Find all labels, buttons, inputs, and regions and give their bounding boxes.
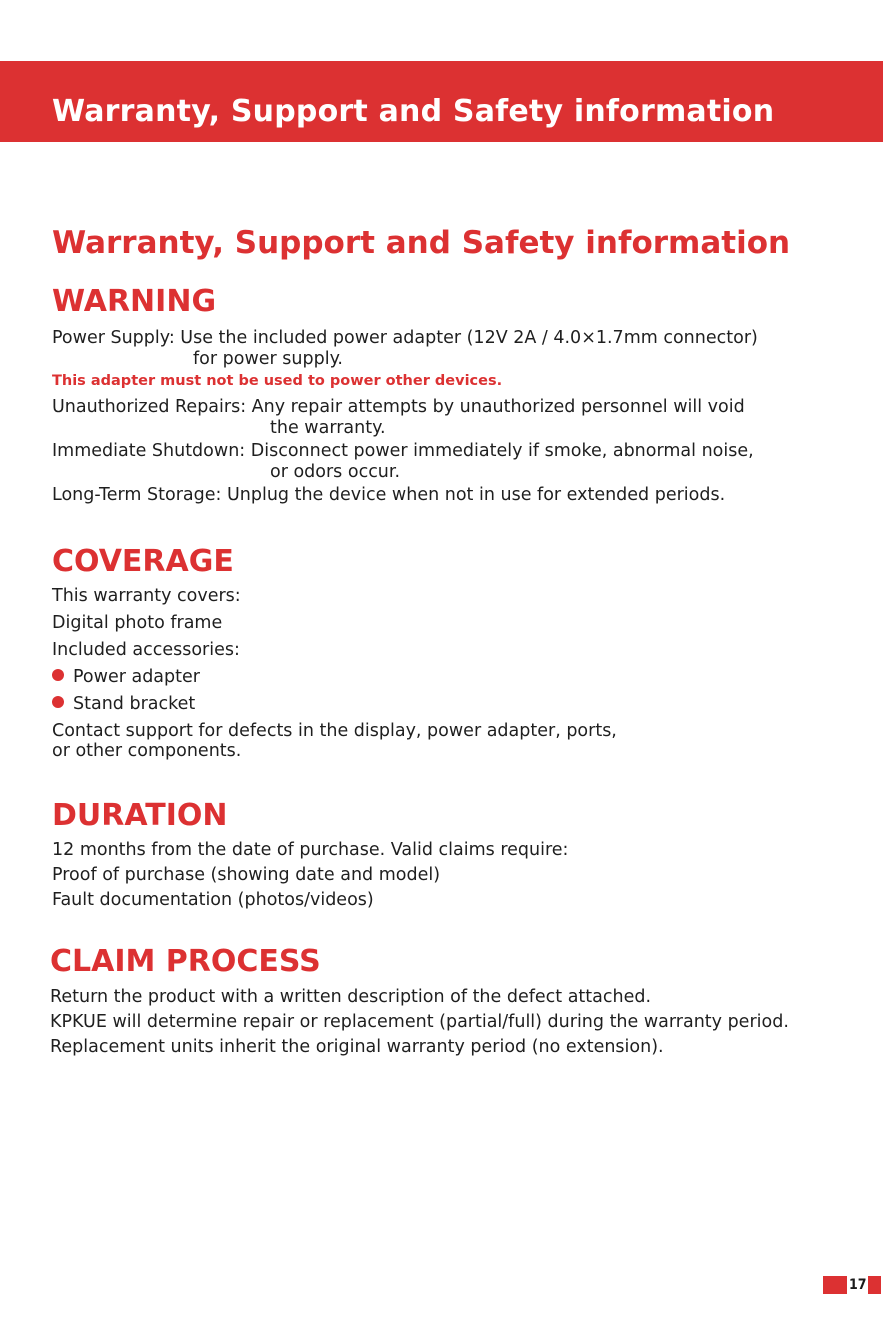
accessory-label: Stand bracket <box>73 694 196 714</box>
bullet-dot-icon <box>52 696 64 708</box>
claim-line: KPKUE will determine repair or replacement (partial/full) during the warranty period. <box>50 1012 789 1032</box>
shutdown-line-cont: or odors occur. <box>270 462 401 482</box>
page-number: 17 <box>849 1277 867 1293</box>
claim-line: Replacement units inherit the original warranty period (no extension). <box>50 1037 664 1057</box>
coverage-heading: COVERAGE <box>52 544 234 579</box>
contact-line-cont: or other components. <box>52 741 242 761</box>
coverage-intro: This warranty covers: <box>52 586 241 606</box>
shutdown-line: Immediate Shutdown: Disconnect power immediately if smoke, abnormal noise, <box>52 441 754 461</box>
repairs-line-cont: the warranty. <box>270 418 386 438</box>
list-item <box>52 694 195 714</box>
accessory-label: Power adapter <box>73 667 200 687</box>
claim-line: Return the product with a written description of the defect attached. <box>50 987 652 1007</box>
storage-line: Long-Term Storage: Unplug the device when not in use for extended periods. <box>52 485 726 505</box>
page-number-marker-left <box>823 1276 847 1294</box>
duration-heading: DURATION <box>52 798 228 833</box>
list-item <box>52 667 200 687</box>
accessories-label: Included accessories: <box>52 640 240 660</box>
claim-heading: CLAIM PROCESS <box>50 944 321 979</box>
coverage-item-frame: Digital photo frame <box>52 613 223 633</box>
duration-line: Fault documentation (photos/videos) <box>52 890 374 910</box>
bullet-dot-icon <box>52 669 64 681</box>
power-supply-line: Power Supply: Use the included power adapter (12V 2A / 4.0×1.7mm connector) <box>52 328 758 348</box>
adapter-note: This adapter must not be used to power other devices. <box>52 373 503 389</box>
duration-line: 12 months from the date of purchase. Valid claims require: <box>52 840 569 860</box>
contact-line: Contact support for defects in the display, power adapter, ports, <box>52 721 617 741</box>
warning-heading: WARNING <box>52 284 217 319</box>
document-title: Warranty, Support and Safety information <box>52 225 791 261</box>
banner-title: Warranty, Support and Safety information <box>52 94 775 129</box>
page-number-marker-right <box>868 1276 881 1294</box>
duration-line: Proof of purchase (showing date and model) <box>52 865 441 885</box>
repairs-line: Unauthorized Repairs: Any repair attempts by unauthorized personnel will void <box>52 397 745 417</box>
power-supply-line-cont: for power supply. <box>193 349 343 369</box>
